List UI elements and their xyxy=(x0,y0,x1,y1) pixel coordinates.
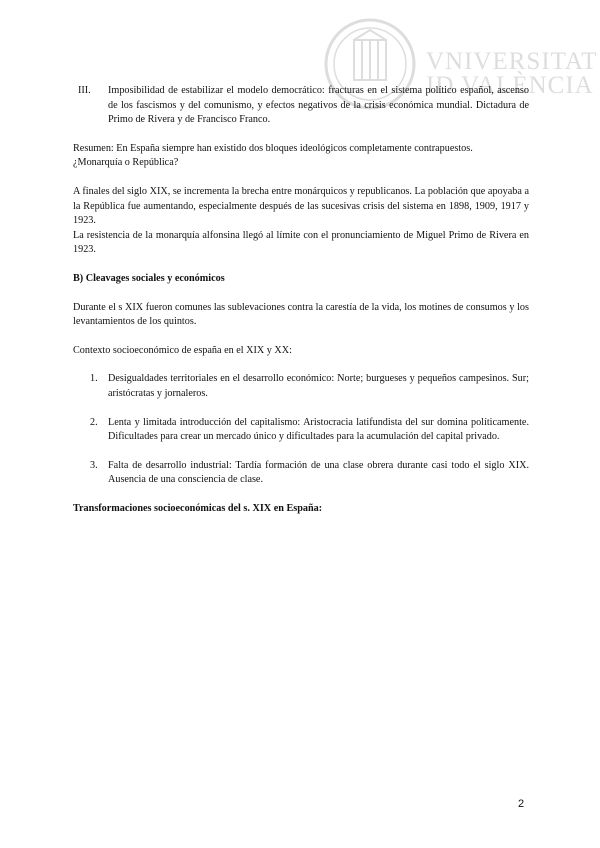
list-item xyxy=(73,416,529,445)
list-item xyxy=(73,372,529,401)
university-name: VNIVERSITAT ID VALÈNCIA xyxy=(426,48,598,99)
list-item-number: III. xyxy=(78,85,91,96)
list-item-text: Imposibilidad de estabilizar el modelo democrático: fracturas en el sistema político español, ascenso de los fascismos y del comunismo, y efectos negativos de la crisis económica mundial. Dictadura de Primo de Rivera y de Francisco Franco. xyxy=(108,85,529,126)
paragraph-sublevaciones: Durante el s XIX fueron comunes las sublevaciones contra la carestía de la vida, los motines de consumos y los levantamientos de los quintos. xyxy=(73,301,529,328)
list-item xyxy=(73,459,529,488)
list-item-text: Falta de desarrollo industrial: Tardía formación de una clase obrera durante casi todo el siglo XIX. Ausencia de una consciencia de clase. xyxy=(108,459,529,486)
summary-line: Resumen: En España siempre han existido dos bloques ideológicos completamente contrapuestos. xyxy=(73,142,473,154)
list-item xyxy=(73,84,529,128)
paragraph-resistencia: La resistencia de la monarquía alfonsina llegó al límite con el pronunciamiento de Miguel Primo de Rivera en 1923. xyxy=(73,229,529,256)
page-number: 2 xyxy=(518,798,525,810)
document-body xyxy=(73,84,529,516)
list-item-number: 2. xyxy=(90,416,98,428)
list-item-number: 1. xyxy=(90,373,98,385)
list-item-text: Lenta y limitada introducción del capitalismo: Aristocracia latifundista del sur domina políticamente. Dificultades para crear un mercado único y dificultades para la acumulación del capital privado. xyxy=(108,416,529,443)
section-heading-cleavages: B) Cleavages sociales y económicos xyxy=(73,272,225,284)
list-item-number: 3. xyxy=(90,459,98,471)
summary-question: ¿Monarquía o República? xyxy=(73,157,179,169)
paragraph-brecha: A finales del siglo XIX, se incrementa la brecha entre monárquicos y republicanos. La población que apoyaba a la República fue aumentando, especialmente después de las sucesivas crisis del sistema en 1898, 1909, 1917 y 1923. xyxy=(73,185,529,227)
list-item-text: Desigualdades territoriales en el desarrollo económico: Norte; burgueses y pequeños campesinos. Sur; aristócratas y jornaleros. xyxy=(108,373,529,399)
section-heading-transformaciones: Transformaciones socioeconómicas del s. XIX en España: xyxy=(73,502,323,514)
context-heading: Contexto socioeconómico de españa en el XIX y XX: xyxy=(73,344,292,356)
